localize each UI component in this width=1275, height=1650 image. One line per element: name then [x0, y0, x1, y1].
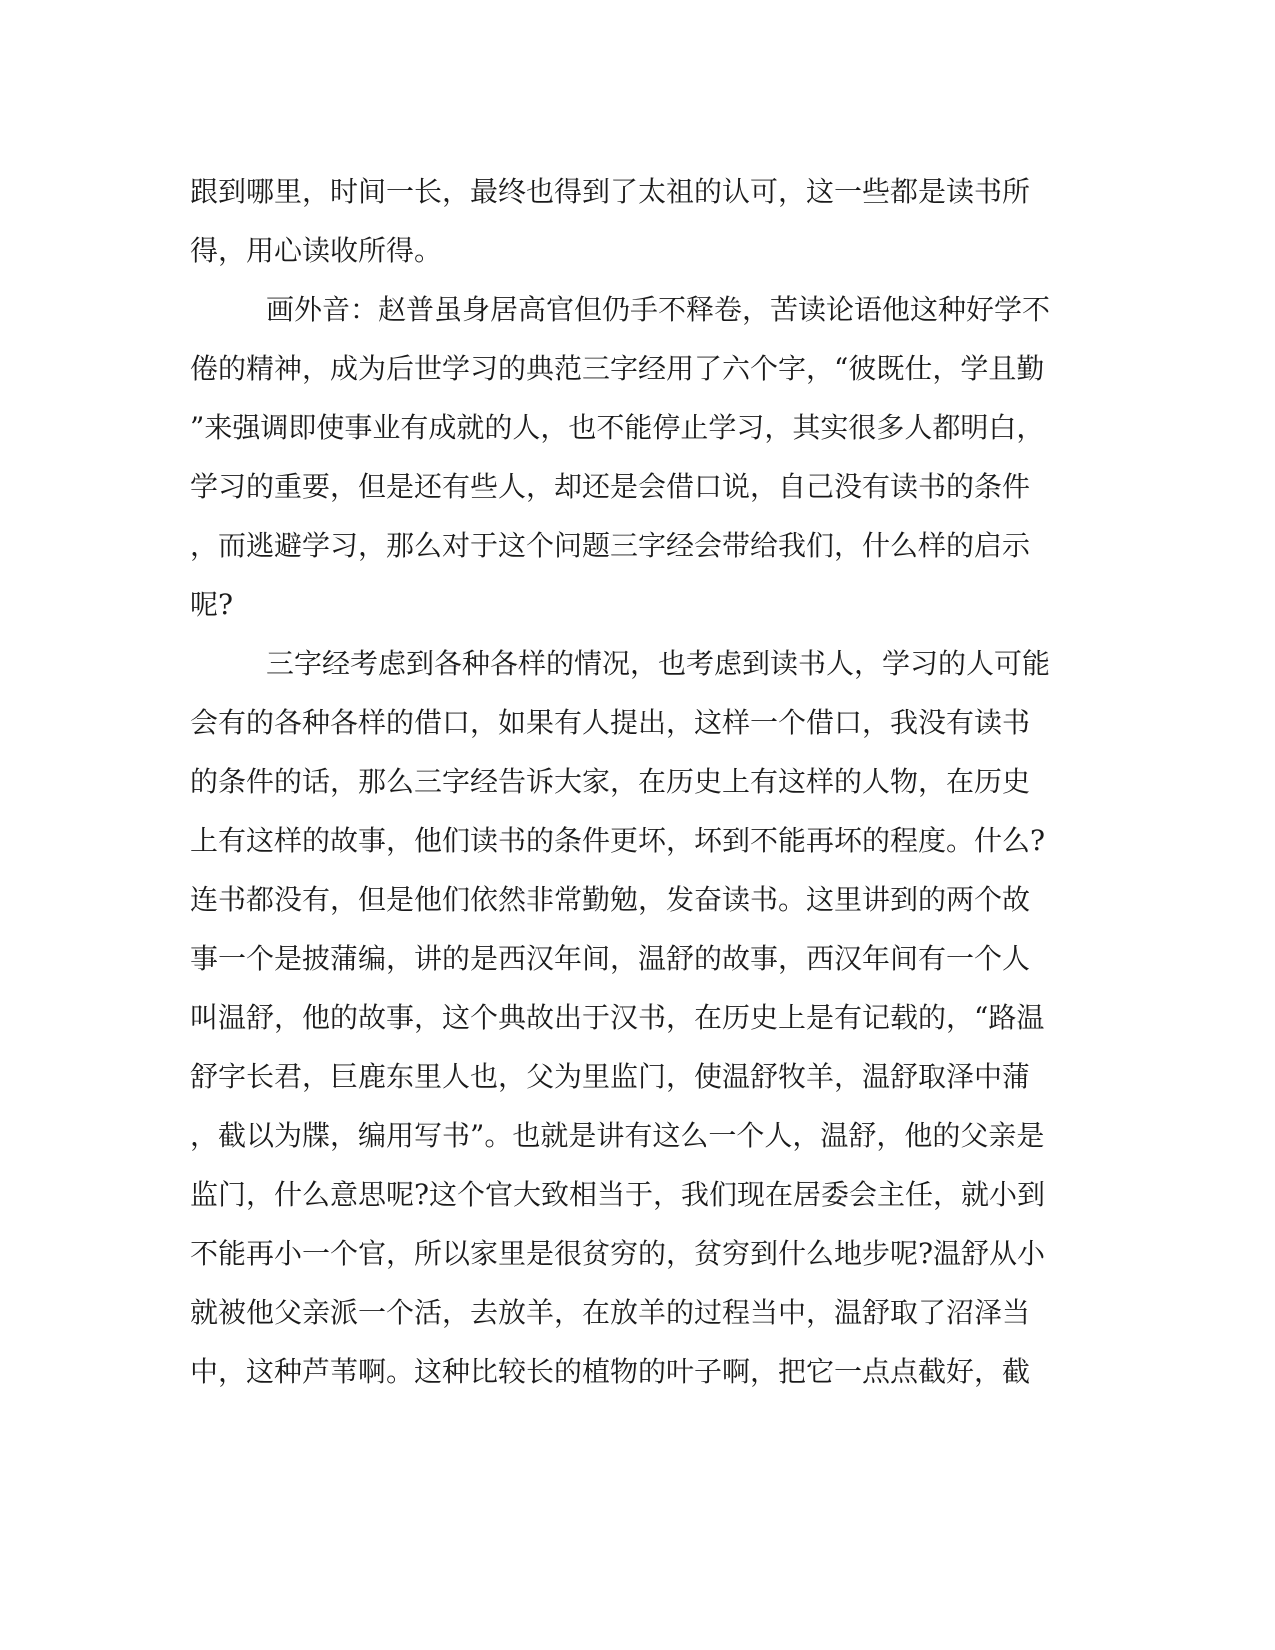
text-line: 的条件的话，那么三字经告诉大家，在历史上有这样的人物，在历史 — [190, 765, 1031, 798]
text-line: 呢? — [190, 588, 234, 621]
text-line: 不能再小一个官，所以家里是很贫穷的，贫穷到什么地步呢?温舒从小 — [190, 1237, 1046, 1270]
text-line: ，而逃避学习，那么对于这个问题三字经会带给我们，什么样的启示 — [190, 529, 1031, 562]
paragraph-start-line: 三字经考虑到各种各样的情况，也考虑到读书人，学习的人可能 — [266, 647, 1051, 680]
text-line: 舒字长君，巨鹿东里人也，父为里监门，使温舒牧羊，温舒取泽中蒲 — [190, 1060, 1031, 1093]
text-line: 会有的各种各样的借口，如果有人提出，这样一个借口，我没有读书 — [190, 706, 1031, 739]
text-line: 中，这种芦苇啊。这种比较长的植物的叶子啊，把它一点点截好，截 — [190, 1355, 1031, 1388]
text-line: 倦的精神，成为后世学习的典范三字经用了六个字，“彼既仕，学且勤 — [190, 352, 1045, 385]
text-line: ”来强调即使事业有成就的人，也不能停止学习，其实很多人都明白， — [190, 411, 1045, 444]
text-line: 监门，什么意思呢?这个官大致相当于，我们现在居委会主任，就小到 — [190, 1178, 1046, 1211]
paragraph-start-line: 画外音：赵普虽身居高官但仍手不释卷，苦读论语他这种好学不 — [266, 293, 1051, 326]
text-line: 得，用心读收所得。 — [190, 234, 443, 267]
text-line: 连书都没有，但是他们依然非常勤勉，发奋读书。这里讲到的两个故 — [190, 883, 1031, 916]
document-body — [190, 162, 1080, 1401]
text-line: 跟到哪里，时间一长，最终也得到了太祖的认可，这一些都是读书所 — [190, 175, 1031, 208]
text-line: ，截以为牒，编用写书”。也就是讲有这么一个人，温舒，他的父亲是 — [190, 1119, 1045, 1152]
text-line: 学习的重要，但是还有些人，却还是会借口说，自己没有读书的条件 — [190, 470, 1031, 503]
text-line: 上有这样的故事，他们读书的条件更坏，坏到不能再坏的程度。什么? — [190, 824, 1046, 857]
text-line: 事一个是披蒲编，讲的是西汉年间，温舒的故事，西汉年间有一个人 — [190, 942, 1031, 975]
text-line: 叫温舒，他的故事，这个典故出于汉书，在历史上是有记载的，“路温 — [190, 1001, 1045, 1034]
text-line: 就被他父亲派一个活，去放羊，在放羊的过程当中，温舒取了沼泽当 — [190, 1296, 1031, 1329]
